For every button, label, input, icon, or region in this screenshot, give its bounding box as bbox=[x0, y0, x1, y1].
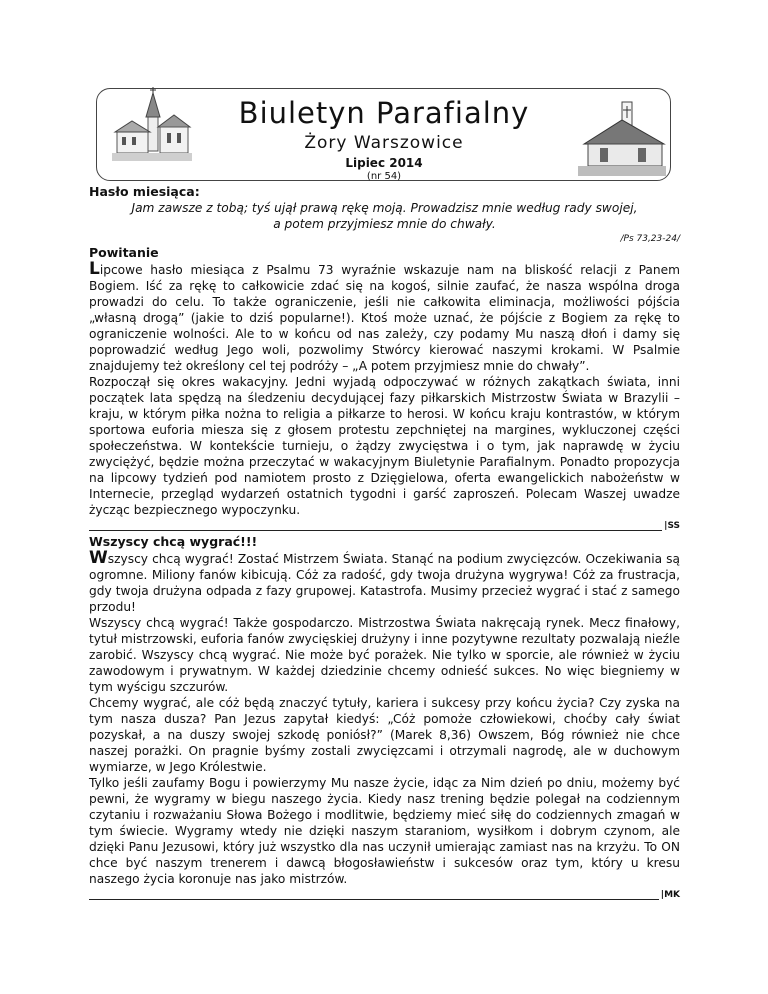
issue-date: Lipiec 2014 bbox=[345, 156, 423, 170]
article-paragraph-4: Tylko jeśli zaufamy Bogu i powierzymy Mu nasze życie, idąc za Nim dzień po dniu, możemy być pewni, że wygramy w biegu naszego życia. Kiedy nasz trening będzie polegał na codziennym czytaniu i rozważaniu Słowa Bożego i modlitwie, będziemy mieć siłę do codziennych zmagań w tym świecie. Wygramy wtedy nie dzięki naszym staraniom, wysiłkom i dobrym czynom, ale dzięki Panu Jezusowi, który już wszystko dla nas uczynił umierając zamiast nas na krzyżu. To ON chce być naszym trenerem i dawcą błogosławieństw i sukcesów oraz tym, który u kresu naszego życia koronuje nas jako mistrzów. bbox=[89, 776, 680, 886]
motto-heading: Hasło miesiąca: bbox=[89, 184, 200, 199]
welcome-heading: Powitanie bbox=[89, 245, 159, 260]
welcome-separator bbox=[89, 518, 680, 534]
article-signature-text: MK bbox=[664, 890, 680, 900]
bulletin-subtitle: Żory Warszowice bbox=[304, 133, 464, 153]
separator-line bbox=[89, 899, 659, 900]
article-paragraph-3: Chcemy wygrać, ale cóż będą znaczyć tytuły, kariera i sukcesy przy końcu życia? Czy zyska na tym nasza dusza? Pan Jezus zapytał kiedyś: „Cóż pomoże człowiekowi, choćby cały świat pozyskał, a na duszy swojej szkodę poniósł?” (Marek 8,36) Owszem, Bóg również nie chce naszej porażki. On pragnie byśmy zostali zwycięzcami i otrzymali nagrodę, ale w duchowym wymiarze, w Jego Królestwie. bbox=[89, 696, 680, 774]
article-separator bbox=[89, 887, 680, 903]
article-signature: |MK bbox=[660, 890, 680, 900]
motto-line-1: Jam zawsze z tobą; tyś ujął prawą rękę moją. Prowadzisz mnie według rady swojej, bbox=[131, 201, 638, 215]
motto-quote bbox=[89, 200, 680, 232]
main-content bbox=[89, 184, 680, 903]
issue-number: (nr 54) bbox=[366, 171, 402, 182]
bulletin-title: Biuletyn Parafialny bbox=[238, 96, 530, 130]
motto-line-2: a potem przyjmiesz mnie do chwały. bbox=[273, 217, 496, 231]
welcome-signature: |SS bbox=[664, 521, 680, 531]
separator-line bbox=[89, 530, 662, 531]
welcome-paragraph-2: Rozpoczął się okres wakacyjny. Jedni wyjadą odpoczywać w różnych zakątkach świata, inni początek lata spędzą na śledzeniu decydującej fazy piłkarskich Mistrzostw Świata w Brazylii – kraju, w którym piłka nożna to religia a piłkarze to herosi. W końcu kraju kontrastów, w którym sportowa euforia miesza się z głosem protestu zepchniętej na margines, wykluczonej części społeczeństwa. W kontekście turnieju, o żądzy zwycięstwa i o tym, jak naprawdę w życiu zwyciężyć, będzie można przeczytać w wakacyjnym Biuletynie Parafialnym. Ponadto propozycja na lipcowy tydzień pod namiotem prosto z Dzięgielowa, oferta ewangelickich nabożeństw w Internecie, przegląd wydarzeń ostatnich tygodni i garść zaproszeń. Polecam Waszej uwadze życząc bezpiecznego wypoczynku. bbox=[89, 375, 680, 517]
article-dropcap: W bbox=[89, 548, 108, 568]
welcome-signature-text: SS bbox=[667, 521, 680, 531]
welcome-paragraph-1-text: ipcowe hasło miesiąca z Psalmu 73 wyraźnie wskazuje nam na bliskość relacji z Panem Bogiem. Iść za rękę to całkowicie zdać się na kogoś, silnie zaufać, że nasza wspólna droga prowadzi do celu. To także ograniczenie, jeśli nie całkowita eliminacja, możliwości pójścia „własną drogą” (jakie to dziś popularne!). Ktoś może uznać, że pójście z Bogiem za rękę to ograniczenie wolności. Ale to w końcu od nas zależy, czy podamy Mu naszą dłoń i damy się poprowadzić według Jego woli, pozwolimy Stwórcy kierować naszymi krokami. W Psalmie znajdujemy też określony cel tej podróży – „A potem przyjmiesz mnie do chwały”. bbox=[89, 263, 680, 373]
article-paragraph-1 bbox=[89, 550, 680, 615]
article-heading: Wszyscy chcą wygrać!!! bbox=[89, 534, 258, 549]
motto-source: /Ps 73,23-24/ bbox=[620, 234, 680, 244]
article-paragraph-2: Wszyscy chcą wygrać! Także gospodarczo. Mistrzostwa Świata nakręcają rynek. Mecz finałowy, tytuł mistrzowski, euforia fanów zwycięskiej drużyny i inne pozytywne rezultaty pozwalają nieźle zarobić. Wszyscy chcą wygrać. Nie może być porażek. Nie tylko w sporcie, ale również w życiu zawodowym i prywatnym. W każdej dziedzinie chcemy odnieść sukces. No więc biegniemy w tym wyścigu szczurów. bbox=[89, 616, 680, 694]
article-paragraph-1-text: szyscy chcą wygrać! Zostać Mistrzem Świata. Stanąć na podium zwycięzców. Oczekiwania są ogromne. Miliony fanów kibicują. Cóż za radość, gdy twoja drużyna wygrywa! Cóż za frustracja, gdy twoja drużyna odpada z fazy grupowej. Katastrofa. Musimy przecież wygrać i stać z samego przodu! bbox=[89, 552, 680, 614]
welcome-dropcap: L bbox=[89, 259, 100, 279]
welcome-paragraph-1 bbox=[89, 261, 680, 374]
